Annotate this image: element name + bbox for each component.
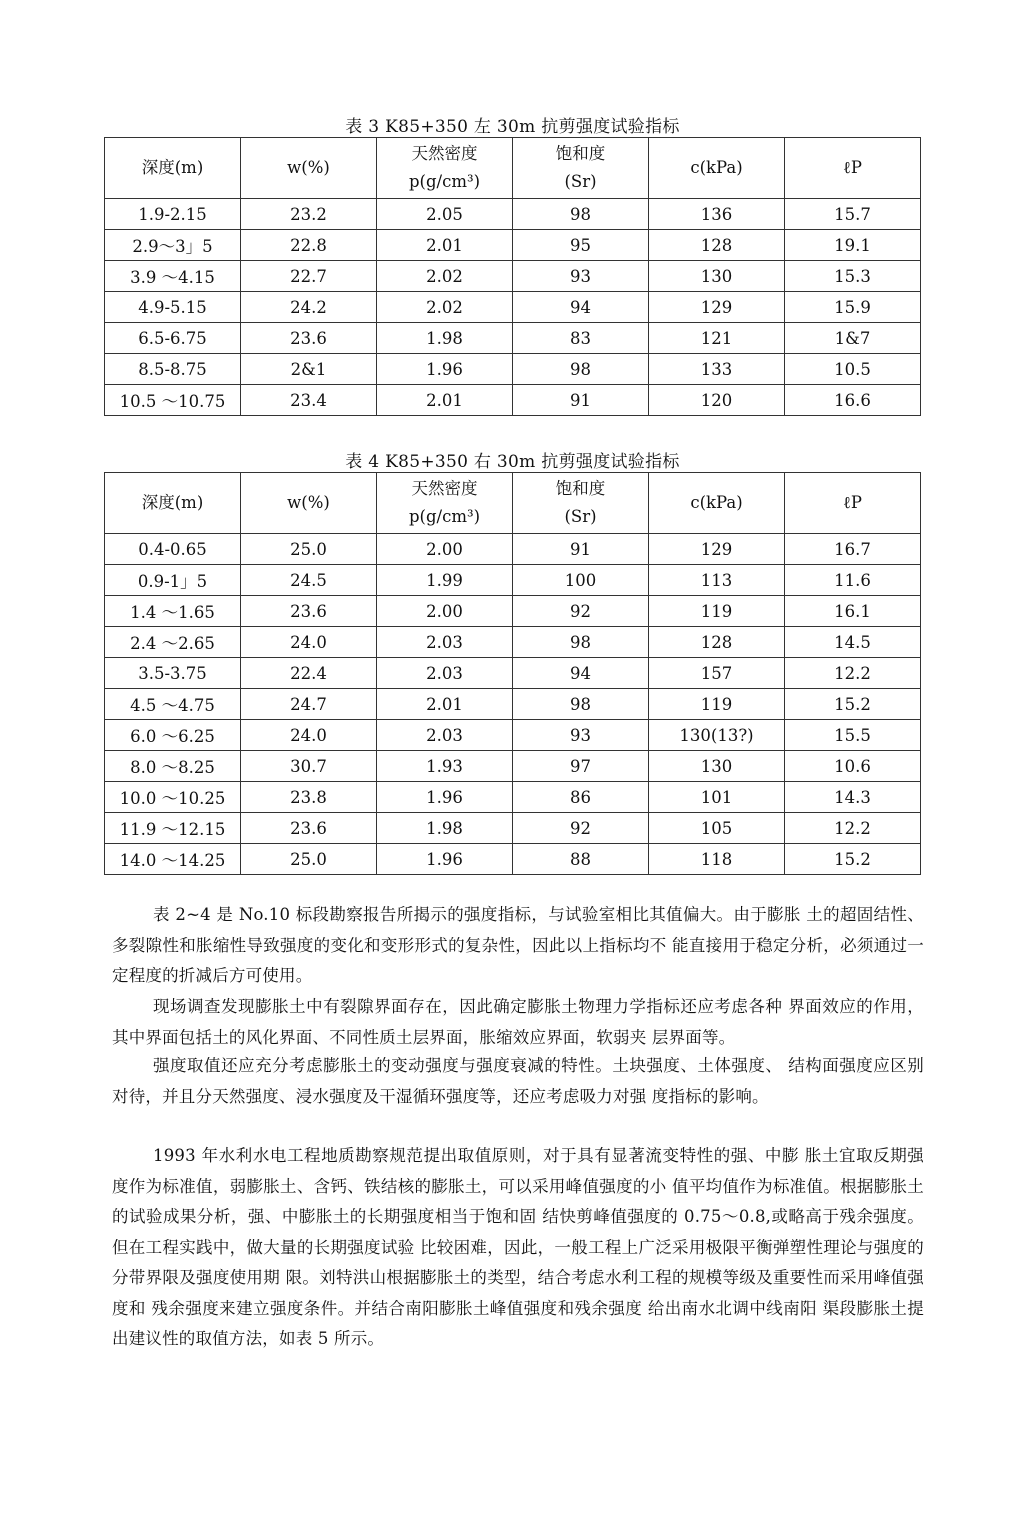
cell-saturation: 93 — [513, 261, 649, 292]
table-row — [105, 658, 921, 689]
paragraph-1: 表 2~4 是 No.10 标段勘察报告所揭示的强度指标，与试验室相比其值偏大。由于膨胀 土的超固结性、多裂隙性和胀缩性导致强度的变化和变形形式的复杂性，因此以上指标均不 能直接用于稳定分析，必须通过一定程度的折减后方可使用。 — [112, 905, 924, 985]
cell-depth: 14.0 ～14.25 — [105, 844, 241, 875]
table-row — [105, 534, 921, 565]
cell-w: 24.7 — [241, 689, 377, 720]
table-row — [105, 199, 921, 230]
header-c: c(kPa) — [649, 138, 785, 199]
cell-density: 2.02 — [377, 261, 513, 292]
table-row — [105, 782, 921, 813]
cell-saturation: 83 — [513, 323, 649, 354]
table-row — [105, 627, 921, 658]
cell-phi: 14.3 — [785, 782, 921, 813]
cell-phi: 12.2 — [785, 813, 921, 844]
table-row — [105, 689, 921, 720]
cell-density: 2.01 — [377, 689, 513, 720]
cell-phi: 15.9 — [785, 292, 921, 323]
cell-c: 128 — [649, 627, 785, 658]
cell-depth: 3.5-3.75 — [105, 658, 241, 689]
cell-c: 136 — [649, 199, 785, 230]
cell-depth: 3.9 ～4.15 — [105, 261, 241, 292]
cell-depth: 1.9-2.15 — [105, 199, 241, 230]
cell-phi: 12.2 — [785, 658, 921, 689]
cell-saturation: 86 — [513, 782, 649, 813]
cell-phi: 11.6 — [785, 565, 921, 596]
header-phi: ℓP — [785, 138, 921, 199]
cell-w: 24.0 — [241, 627, 377, 658]
cell-density: 2.01 — [377, 230, 513, 261]
cell-saturation: 95 — [513, 230, 649, 261]
table-row — [105, 565, 921, 596]
header-phi: ℓP — [785, 473, 921, 534]
cell-saturation: 98 — [513, 689, 649, 720]
table-row — [105, 261, 921, 292]
cell-phi: 15.7 — [785, 199, 921, 230]
cell-phi: 10.5 — [785, 354, 921, 385]
header-density: 天然密度 p(g/cm³) — [377, 473, 513, 534]
cell-w: 22.8 — [241, 230, 377, 261]
cell-c: 130 — [649, 261, 785, 292]
cell-depth: 2.4 ～2.65 — [105, 627, 241, 658]
cell-phi: 16.7 — [785, 534, 921, 565]
table-row — [105, 230, 921, 261]
cell-depth: 8.5-8.75 — [105, 354, 241, 385]
cell-density: 1.99 — [377, 565, 513, 596]
cell-density: 2.03 — [377, 720, 513, 751]
cell-phi: 15.5 — [785, 720, 921, 751]
cell-depth: 10.5 ～10.75 — [105, 385, 241, 416]
cell-saturation: 98 — [513, 627, 649, 658]
cell-c: 119 — [649, 596, 785, 627]
cell-depth: 2.9～3」5 — [105, 230, 241, 261]
cell-depth: 0.4-0.65 — [105, 534, 241, 565]
table-row — [105, 385, 921, 416]
paragraph-3: 强度取值还应充分考虑膨胀土的变动强度与强度衰减的特性。土块强度、土体强度、 结构面强度应区别对待，并且分天然强度、浸水强度及干湿循环强度等，还应考虑吸力对强 度指标的影响。 — [112, 1056, 924, 1106]
cell-c: 121 — [649, 323, 785, 354]
cell-w: 24.5 — [241, 565, 377, 596]
cell-density: 1.98 — [377, 813, 513, 844]
cell-saturation: 94 — [513, 292, 649, 323]
cell-density: 2.00 — [377, 534, 513, 565]
cell-saturation: 100 — [513, 565, 649, 596]
table-row — [105, 844, 921, 875]
cell-phi: 14.5 — [785, 627, 921, 658]
cell-c: 119 — [649, 689, 785, 720]
header-w: w(%) — [241, 473, 377, 534]
cell-depth: 6.0 ～6.25 — [105, 720, 241, 751]
cell-c: 130(13?) — [649, 720, 785, 751]
cell-phi: 16.1 — [785, 596, 921, 627]
cell-saturation: 91 — [513, 534, 649, 565]
cell-density: 2.05 — [377, 199, 513, 230]
paragraph-2: 现场调查发现膨胀土中有裂隙界面存在，因此确定膨胀土物理力学指标还应考虑各种 界面效应的作用，其中界面包括土的风化界面、不同性质土层界面，胀缩效应界面，软弱夹 层界面等。 — [112, 997, 924, 1047]
table-row — [105, 323, 921, 354]
paragraph-4: 1993 年水利水电工程地质勘察规范提出取值原则，对于具有显著流变特性的强、中膨 胀土宜取反期强度作为标准值，弱膨胀土、含钙、铁结核的膨胀土，可以采用峰值强度的小 值平均值作为标准值。根据膨胀土的试验成果分析，强、中膨胀土的长期强度相当于饱和固 结快剪峰值强度的 0.75～0.8,或略高于残余强度。但在工程实践中，做大量的长期强度试验 比较困难，因此，一般工程上广泛采用极限平衡弹塑性理论与强度的分带界限及强度使用期 限。刘特洪山根据膨胀土的类型，结合考虑水利工程的规模等级及重要性而采用峰值强度和 残余强度来建立强度条件。并结合南阳膨胀土峰值强度和残余强度 给出南水北调中线南阳 渠段膨胀土提出建议性的取值方法，如表 5 所示。 — [112, 1146, 924, 1348]
cell-saturation: 92 — [513, 596, 649, 627]
header-saturation: 饱和度 (Sr) — [513, 473, 649, 534]
table3-body — [105, 199, 921, 416]
table4-header-row — [105, 473, 921, 534]
cell-depth: 10.0 ～10.25 — [105, 782, 241, 813]
cell-saturation: 98 — [513, 199, 649, 230]
cell-c: 128 — [649, 230, 785, 261]
cell-w: 23.6 — [241, 323, 377, 354]
cell-w: 22.7 — [241, 261, 377, 292]
table3-header-row — [105, 138, 921, 199]
cell-w: 24.2 — [241, 292, 377, 323]
cell-w: 2&1 — [241, 354, 377, 385]
cell-depth: 1.4 ～1.65 — [105, 596, 241, 627]
cell-w: 22.4 — [241, 658, 377, 689]
table-row — [105, 292, 921, 323]
cell-phi: 19.1 — [785, 230, 921, 261]
table-row — [105, 751, 921, 782]
cell-phi: 1&7 — [785, 323, 921, 354]
cell-c: 120 — [649, 385, 785, 416]
table4-caption: 表 4 K85+350 右 30m 抗剪强度试验指标 — [345, 452, 680, 472]
cell-density: 1.96 — [377, 844, 513, 875]
cell-saturation: 91 — [513, 385, 649, 416]
cell-c: 133 — [649, 354, 785, 385]
cell-c: 157 — [649, 658, 785, 689]
cell-w: 23.6 — [241, 813, 377, 844]
cell-depth: 4.5 ～4.75 — [105, 689, 241, 720]
cell-w: 23.2 — [241, 199, 377, 230]
cell-saturation: 98 — [513, 354, 649, 385]
cell-density: 1.96 — [377, 782, 513, 813]
table3-caption: 表 3 K85+350 左 30m 抗剪强度试验指标 — [345, 117, 680, 137]
header-density: 天然密度 p(g/cm³) — [377, 138, 513, 199]
cell-w: 24.0 — [241, 720, 377, 751]
cell-w: 25.0 — [241, 844, 377, 875]
cell-c: 101 — [649, 782, 785, 813]
table3 — [104, 137, 921, 416]
cell-density: 2.01 — [377, 385, 513, 416]
table-row — [105, 596, 921, 627]
cell-depth: 4.9-5.15 — [105, 292, 241, 323]
cell-c: 129 — [649, 292, 785, 323]
cell-w: 23.4 — [241, 385, 377, 416]
cell-density: 2.03 — [377, 627, 513, 658]
header-depth: 深度(m) — [105, 138, 241, 199]
cell-density: 1.98 — [377, 323, 513, 354]
cell-density: 1.96 — [377, 354, 513, 385]
table-row — [105, 813, 921, 844]
cell-phi: 15.2 — [785, 689, 921, 720]
header-c: c(kPa) — [649, 473, 785, 534]
cell-depth: 0.9-1」5 — [105, 565, 241, 596]
table-row — [105, 354, 921, 385]
cell-w: 25.0 — [241, 534, 377, 565]
table4 — [104, 472, 921, 875]
header-depth: 深度(m) — [105, 473, 241, 534]
cell-phi: 10.6 — [785, 751, 921, 782]
cell-c: 105 — [649, 813, 785, 844]
cell-density: 2.00 — [377, 596, 513, 627]
cell-w: 23.6 — [241, 596, 377, 627]
cell-saturation: 88 — [513, 844, 649, 875]
cell-density: 1.93 — [377, 751, 513, 782]
cell-saturation: 93 — [513, 720, 649, 751]
table-row — [105, 720, 921, 751]
cell-saturation: 97 — [513, 751, 649, 782]
cell-c: 113 — [649, 565, 785, 596]
cell-depth: 11.9 ～12.15 — [105, 813, 241, 844]
cell-depth: 8.0 ～8.25 — [105, 751, 241, 782]
cell-phi: 15.3 — [785, 261, 921, 292]
cell-density: 2.02 — [377, 292, 513, 323]
table4-body — [105, 534, 921, 875]
header-w: w(%) — [241, 138, 377, 199]
cell-w: 30.7 — [241, 751, 377, 782]
cell-c: 118 — [649, 844, 785, 875]
cell-depth: 6.5-6.75 — [105, 323, 241, 354]
cell-phi: 15.2 — [785, 844, 921, 875]
cell-c: 130 — [649, 751, 785, 782]
header-saturation: 饱和度 (Sr) — [513, 138, 649, 199]
cell-saturation: 92 — [513, 813, 649, 844]
cell-density: 2.03 — [377, 658, 513, 689]
cell-phi: 16.6 — [785, 385, 921, 416]
cell-saturation: 94 — [513, 658, 649, 689]
cell-w: 23.8 — [241, 782, 377, 813]
cell-c: 129 — [649, 534, 785, 565]
